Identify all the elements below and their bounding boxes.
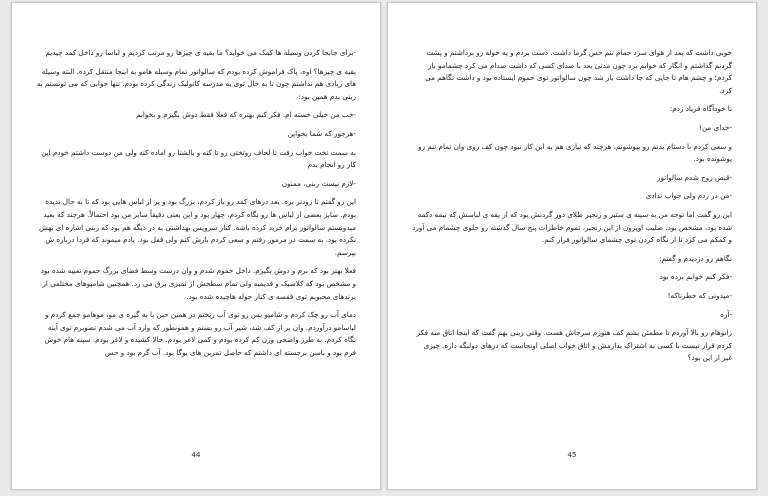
paragraph: -من در زدم ولی جواب ندادی bbox=[645, 191, 732, 201]
paragraph: خوبی داشت که بعد از هوای سرد حمام تنم حس گرما داشت. دست بردم و یه حوله رو برداشتم و پشت گردنم گذاشتم و انگار که خوابم برد چون مدتی بعد با صدای کسی که داشت صدام می کرد چشمامو باز کردم؛ و چشم هام تا جایی که جا داشت باز شد چون سالواتور توی حموم ایستاده بود و داشت نگاهم می کرد. bbox=[425, 48, 732, 95]
paragraph: به سمت تخت خواب رفت تا لحاف روتختی رو تا کنه و بالشتا رو اماده کنه ولی من دوست داشتم خودم این کار رو انجام بدم bbox=[41, 147, 356, 170]
paragraph: -خب من خیلی خسته ام. فکر کنم بهتره که فعلا فقط دوش بگیرم و بخوابم bbox=[136, 110, 356, 120]
paragraph: -فکر کنم خوابم برده بود bbox=[659, 272, 732, 282]
paragraph: نا خودآگاه فریاد زدم: bbox=[669, 104, 732, 114]
paragraph: -خدای من! bbox=[699, 122, 732, 132]
paragraph: -آره bbox=[720, 309, 732, 319]
paragraph: این رو گفتم تا زودتر بره. بعد درهای کمد رو باز کردم، بزرگ بود و پر از لباس هایی بود که تا به حال ندیده بودم. سایز بعضی از لباس ها رو نگاه کردم، چهار بود و این یعنی دقیقاً سایز من بود احتمالاً. هرچند که بعید میدونستم سالواتور برام خرید کرده باشه. کنار سرویس بهداشتی به در دیگه هم بود که ربنی اشاره ای بهش نکرده بود. به سمت در مرموز رفتم و سعی کردم بازش کنم ولی قفل بود. یادم میموند که فردا درباره ش بپرسم. bbox=[39, 197, 356, 257]
paragraph: دمای آب رو چک کردم و شامپو بس رو توی آب ریختم در همین حین با یه گیره ی مو، موهامو جمع کردم و لباسامو درآوردم. وان پر از کف شد، شیر آب رو بستم و همونطور که وارد آب می شدم تصویرم توی آینه نگاه کردم. به طرز واضحی وزن کم کرده بودم و کمی لاغر بودم. حالا کشیده و لاغر بودم. سینه هام خوش فرم بود و باسن برجسته ای داشتم که حاصل تمرین های یوگا بود. آب گرم بود و حس bbox=[44, 310, 356, 357]
right-page bbox=[387, 2, 757, 490]
paragraph: -لازم نیست ربنی، ممنون bbox=[281, 178, 356, 188]
right-page-text bbox=[412, 47, 732, 365]
paragraph: و سعی کردم با دستام بدنم رو بپوشونم، هرچند که نیازی هم به این کار نبود چون کف روی وان تمام تنم رو پوشونده بود. bbox=[418, 141, 732, 164]
paragraph: این رو گفت اما توجه من به سینه ی ستبر و زنجیر طلای دور گردنش بود که از یقه ی لباسش که نیمه دکمه شده بود، مشخص بود. صلیب اویزون از این زنجیر، تموم خاطرات پنج سال گذشته رو جلوی چشمام می آورد و کمکم می کرد تا از نگاه کردن توی چشمای سالواتور فرار کنم. bbox=[412, 209, 732, 245]
paragraph: -قبض روح شدم سالواتور bbox=[657, 172, 732, 182]
paragraph: نگاهم رو دزدیدم و گفتم: bbox=[659, 253, 732, 263]
paragraph: زانوهام رو بالا آوردم تا مطمئن بشم کف هنوزم سرجاش هست. وقتی ربنی بهم گفت که اینجا اتاق منه فکر کردم قرار نیست با کسی به اشتراک بذارمش و اتاق خواب اصلی اونجاست که درهای دولنگه داره. چیزی غیر از این بود؟ bbox=[416, 328, 732, 363]
left-page-text bbox=[36, 47, 356, 359]
page-number: 45 bbox=[567, 451, 577, 459]
page-number: 44 bbox=[191, 451, 201, 459]
paragraph: -هرجور که شما بخواین bbox=[287, 128, 356, 138]
paragraph: بقیه ی چیزها؟ اوه، پاک فراموش کرده بودم که سالواتور تمام وسیله هامو به اینجا منتقل کرده. البته وسیله های زیادی هم نداشتم چون تا به حال توی یه مدرسه کاتولیک زندگی کرده بودم. تنها جوابی که می تونستم به ربنی بدم همین بود: bbox=[36, 66, 356, 101]
paragraph: فعلا بهتر بود که برم و دوش بگیرم. داخل حموم شدم و وان درست وسط فضای بزرگ حموم تعبیه شده بود و مشخص بود که کلاسیک و قدیمیه ولی تمام سطحش از تمیزی برق می زد. همچنین شامپوهای مختلفی از برندهای محبوبم توی قفسه ی کنار حوله هاچیده شده بود. bbox=[40, 266, 356, 301]
paragraph: -میدونی که خطرناکه! bbox=[667, 290, 732, 300]
paragraph: -برای جابجا کردن وسیله ها کمک می خواید؟ ما بقیه ی چیزها رو مرتب کردیم و لباسا رو داخل کمد چیدیم bbox=[45, 48, 356, 57]
left-page bbox=[11, 2, 381, 490]
